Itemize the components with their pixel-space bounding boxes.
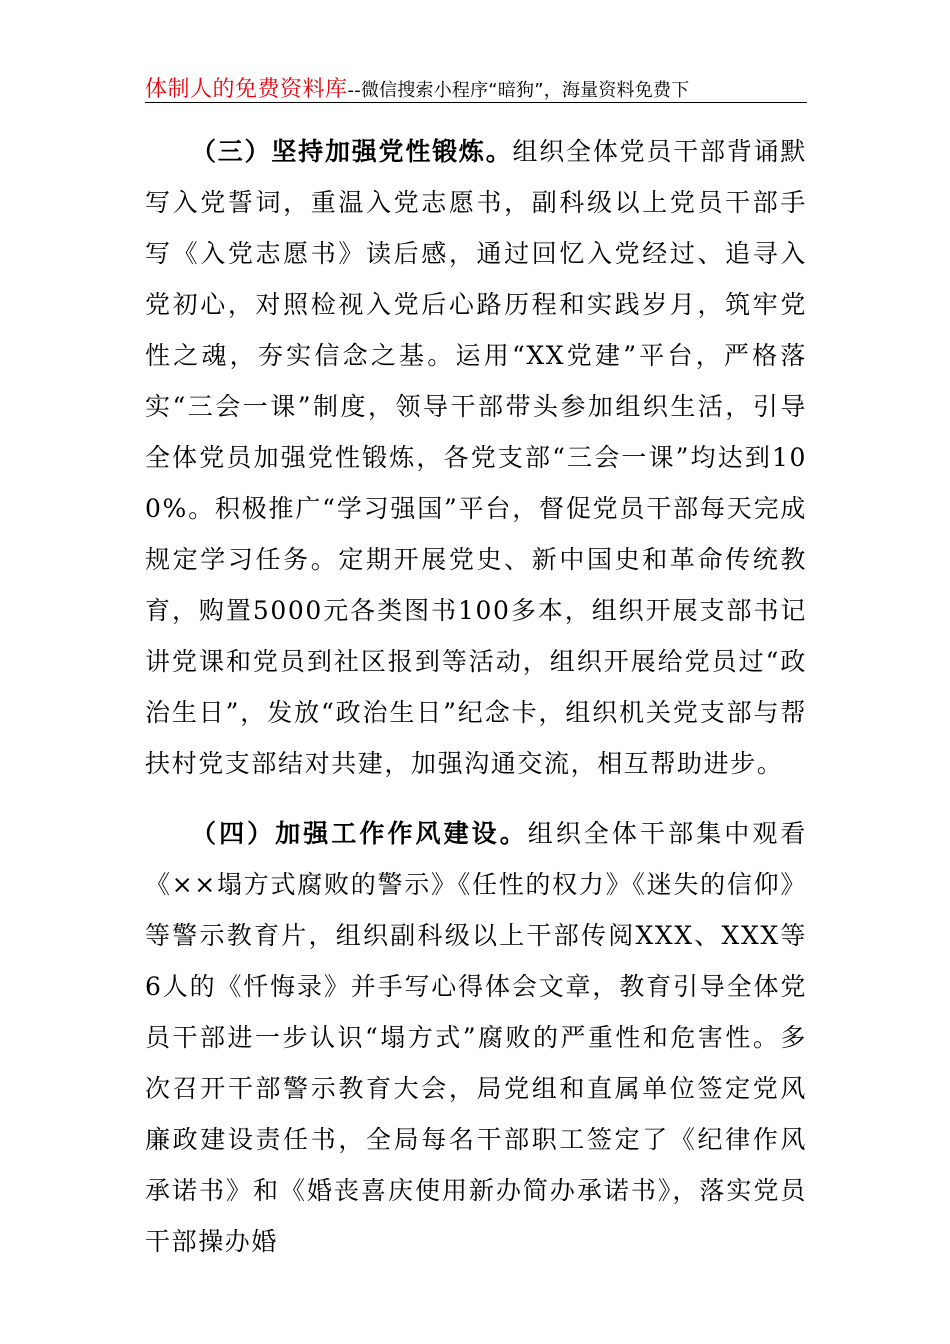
document-body <box>145 126 807 1267</box>
header-brand: 体制人的免费资料库 <box>145 77 348 102</box>
header-note: --微信搜索小程序“暗狗”，海量资料免费下 <box>347 80 690 101</box>
paragraph-three <box>145 126 807 789</box>
paragraph-text: 组织全体干部集中观看《××塌方式腐败的警示》《任性的权力》《迷失的信仰》等警示教育片，组织副科级以上干部传阅XXX、XXX等6人的《忏悔录》并手写心得体会文章，教育引导全体党员干部进一步认识“塌方式”腐败的严重性和危害性。多次召开干部警示教育大会，局党组和直属单位签定党风廉政建设责任书，全局每名干部职工签定了《纪律作风承诺书》和《婚丧喜庆使用新办简办承诺书》，落实党员干部操办婚 <box>145 819 807 1256</box>
paragraph-heading: （三）坚持加强党性锻炼。 <box>191 137 513 166</box>
paragraph-text: 组织全体党员干部背诵默写入党誓词，重温入党志愿书，副科级以上党员干部手写《入党志愿书》读后感，通过回忆入党经过、追寻入党初心，对照检视入党后心路历程和实践岁月，筑牢党性之魂，夯实信念之基。运用“XX党建”平台，严格落实“三会一课”制度，领导干部带头参加组织生活，引导全体党员加强党性锻炼，各党支部“三会一课”均达到100%。积极推广“学习强国”平台，督促党员干部每天完成规定学习任务。定期开展党史、新中国史和革命传统教育，购置5000元各类图书100多本，组织开展支部书记讲党课和党员到社区报到等活动，组织开展给党员过“政治生日”，发放“政治生日”纪念卡，组织机关党支部与帮扶村党支部结对共建，加强沟通交流，相互帮助进步。 <box>145 137 808 778</box>
page-header <box>145 72 807 102</box>
header-divider <box>145 102 807 103</box>
paragraph-four <box>145 808 807 1267</box>
paragraph-heading: （四）加强工作作风建设。 <box>191 819 528 848</box>
